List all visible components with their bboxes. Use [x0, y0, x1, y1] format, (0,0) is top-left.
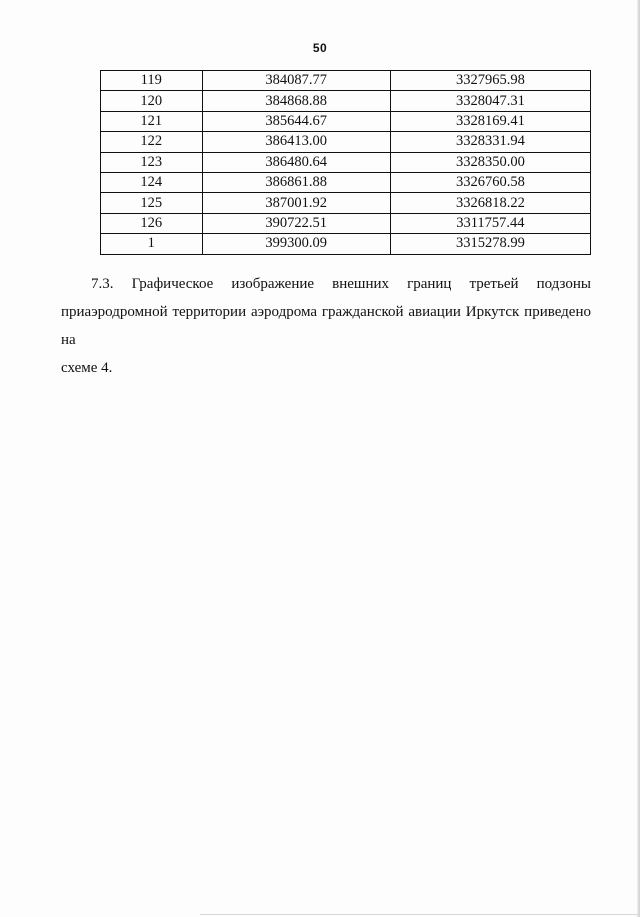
paragraph-line-1	[61, 270, 591, 298]
table-row	[101, 234, 591, 254]
y-coordinate-cell: 3328331.94	[390, 132, 590, 152]
point-number-cell: 119	[101, 71, 203, 91]
table-row	[101, 213, 591, 233]
paragraph-line-2: приаэродромной территории аэродрома гражданской авиации Иркутск приведено на	[61, 304, 591, 348]
scan-bottom-line	[200, 914, 640, 915]
y-coordinate-cell: 3315278.99	[390, 234, 590, 254]
section-paragraph	[61, 270, 591, 382]
table-row	[101, 132, 591, 152]
x-coordinate-cell: 390722.51	[202, 213, 390, 233]
y-coordinate-cell: 3326760.58	[390, 172, 590, 192]
y-coordinate-cell: 3326818.22	[390, 193, 590, 213]
y-coordinate-cell: 3328350.00	[390, 152, 590, 172]
point-number-cell: 123	[101, 152, 203, 172]
y-coordinate-cell: 3328047.31	[390, 91, 590, 111]
x-coordinate-cell: 399300.09	[202, 234, 390, 254]
table-row	[101, 152, 591, 172]
x-coordinate-cell: 384087.77	[202, 71, 390, 91]
x-coordinate-cell: 384868.88	[202, 91, 390, 111]
point-number-cell: 121	[101, 111, 203, 131]
coordinates-table	[100, 70, 591, 255]
paragraph-word: внешних	[332, 276, 389, 292]
table-row	[101, 91, 591, 111]
paragraph-word: изображение	[231, 276, 315, 292]
point-number-cell: 124	[101, 172, 203, 192]
y-coordinate-cell: 3311757.44	[390, 213, 590, 233]
table-row	[101, 71, 591, 91]
point-number-cell: 1	[101, 234, 203, 254]
point-number-cell: 126	[101, 213, 203, 233]
x-coordinate-cell: 385644.67	[202, 111, 390, 131]
paragraph-word: Графическое	[131, 276, 214, 292]
x-coordinate-cell: 387001.92	[202, 193, 390, 213]
paragraph-word: третьей	[469, 276, 519, 292]
table-row	[101, 172, 591, 192]
table-row	[101, 111, 591, 131]
x-coordinate-cell: 386413.00	[202, 132, 390, 152]
table-row	[101, 193, 591, 213]
x-coordinate-cell: 386480.64	[202, 152, 390, 172]
page-number: 50	[312, 41, 328, 55]
paragraph-word: границ	[407, 276, 452, 292]
point-number-cell: 125	[101, 193, 203, 213]
point-number-cell: 120	[101, 91, 203, 111]
y-coordinate-cell: 3328169.41	[390, 111, 590, 131]
x-coordinate-cell: 386861.88	[202, 172, 390, 192]
paragraph-word: подзоны	[536, 276, 591, 292]
y-coordinate-cell: 3327965.98	[390, 71, 590, 91]
paragraph-line-3: схеме 4.	[61, 360, 113, 376]
point-number-cell: 122	[101, 132, 203, 152]
paragraph-word: 7.3.	[91, 276, 114, 292]
